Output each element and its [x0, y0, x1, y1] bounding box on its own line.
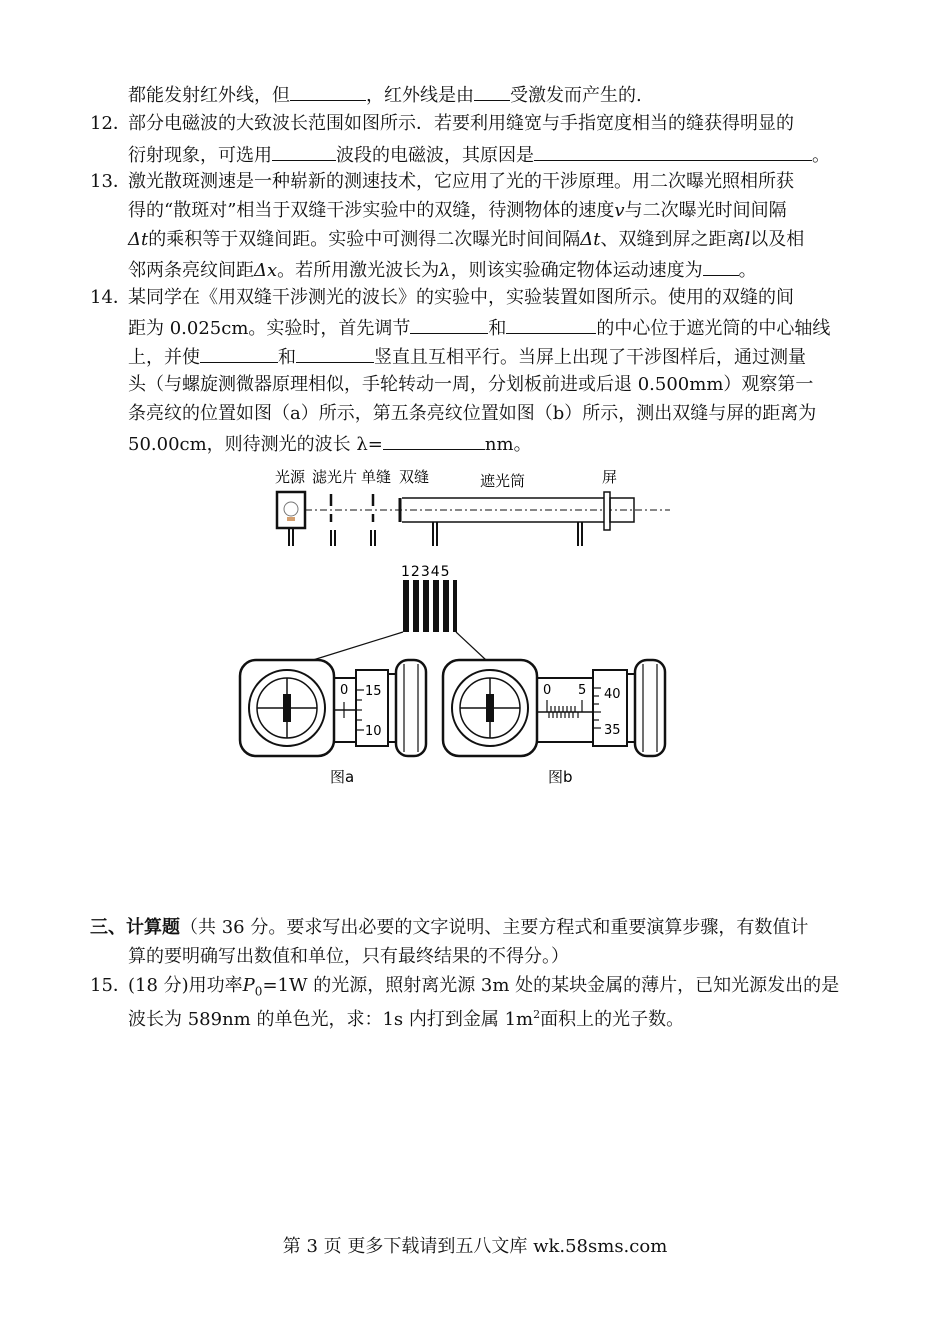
- label-filter: 滤光片: [312, 468, 358, 486]
- blank: [410, 317, 488, 334]
- text: 得的“散斑对”相当于双缝干涉实验中的双缝，待测物体的速度: [128, 200, 615, 221]
- blank: [474, 84, 510, 101]
- q15-line-2: [128, 1005, 684, 1030]
- label-light-source: 光源: [275, 468, 306, 486]
- text: 、双缝到屏之距离: [600, 229, 745, 250]
- blank: [296, 346, 374, 363]
- text: (18 分)用功率: [128, 975, 243, 996]
- single-slit-holder: [371, 494, 375, 546]
- var-l: l: [744, 229, 751, 250]
- q13-line-3: [128, 230, 804, 250]
- text: 距为 0.025cm。实验时，首先调节: [128, 318, 411, 339]
- text: 以及相: [750, 229, 805, 250]
- q14-line-2: [128, 317, 830, 339]
- blank: [703, 259, 739, 276]
- text: 面积上的光子数。: [540, 1009, 685, 1030]
- q15-line-1: [128, 976, 839, 1002]
- blank: [383, 433, 485, 450]
- text: 衍射现象，可选用: [128, 145, 272, 166]
- page-footer: 第 3 页 更多下载请到五八文库 wk.58sms.com: [282, 1236, 668, 1257]
- blank: [272, 144, 336, 161]
- var-lambda: λ: [439, 260, 451, 281]
- var-P: P: [242, 975, 255, 996]
- q12-line-1: 部分电磁波的大致波长范围如图所示．若要利用缝宽与手指宽度相当的缝获得明显的: [128, 113, 794, 134]
- label-double-slit: 双缝: [399, 468, 430, 486]
- fringe-pattern: [403, 580, 457, 632]
- q12-line-2: [128, 144, 830, 166]
- text: 与二次曝光时间间隔: [624, 200, 787, 221]
- subscript: 0: [254, 984, 263, 999]
- q14-line-1: 某同学在《用双缝干涉测光的波长》的实验中，实验装置如图所示。使用的双缝的间: [128, 287, 794, 308]
- blank: [200, 346, 278, 363]
- scale-a-15: 15: [365, 684, 382, 699]
- scale-b-40: 40: [604, 687, 621, 702]
- q14-line-3: [128, 346, 806, 368]
- filter-holder: [331, 494, 335, 546]
- var-dt: Δt: [128, 229, 149, 250]
- text-line-0: [128, 84, 642, 106]
- text: 。: [812, 145, 830, 166]
- q14-line-4: 头（与螺旋测微器原理相似，手轮转动一周，分划板前进或后退 0.500mm）观察第一: [128, 374, 814, 395]
- superscript: 2: [533, 1008, 541, 1021]
- text: 的中心位于遮光筒的中心轴线: [596, 318, 831, 339]
- text: 都能发射红外线，但: [128, 85, 290, 106]
- question-number-12: 12．: [90, 113, 131, 134]
- q13-line-4: [128, 259, 757, 281]
- lamp-icon: [277, 492, 305, 546]
- text: nm。: [484, 434, 532, 455]
- section-3-title: 三、计算题: [90, 917, 180, 938]
- text: 。: [738, 260, 757, 281]
- scale-a-10: 10: [365, 724, 382, 739]
- screen-holder: [604, 492, 634, 530]
- section-3-line-1: [90, 918, 808, 938]
- q14-line-5: 条亮纹的位置如图（a）所示，第五条亮纹位置如图（b）所示，测出双缝与屏的距离为: [128, 403, 817, 424]
- q13-line-1: 激光散斑测速是一种崭新的测速技术，它应用了光的干涉原理。用二次曝光照相所获: [128, 171, 794, 192]
- var-v: v: [614, 200, 625, 221]
- text: （共 36 分。要求写出必要的文字说明、主要方程式和重要演算步骤，有数值计: [180, 917, 809, 938]
- text: 受激发而产生的.: [510, 85, 642, 106]
- micrometer-b: [443, 660, 665, 756]
- label-single-slit: 单缝: [361, 468, 392, 486]
- label-tube: 遮光筒: [480, 472, 526, 490]
- text: 和: [488, 318, 507, 339]
- blank: [290, 84, 366, 101]
- caption-a: 图a: [330, 768, 355, 786]
- question-number-15: 15．: [90, 975, 131, 996]
- text: 的乘积等于双缝间距。实验中可测得二次曝光时间间隔: [148, 229, 581, 250]
- q14-line-6: [128, 433, 532, 455]
- shading-tube: [400, 498, 604, 546]
- section-3-line-2: 算的要明确写出数值和单位，只有最终结果的不得分。）: [128, 946, 569, 967]
- text: 竖直且互相平行。当屏上出现了干涉图样后，通过测量: [374, 347, 806, 368]
- experiment-figure: [0, 462, 950, 802]
- text: =1W 的光源，照射离光源 3m 处的某块金属的薄片，已知光源发出的是: [262, 975, 840, 996]
- text: 波长为 589nm 的单色光，求：1s 内打到金属 1m: [128, 1009, 534, 1030]
- text: 50.00cm，则待测光的波长 λ=: [128, 434, 383, 455]
- blank: [534, 144, 812, 161]
- micrometer-a: [240, 660, 426, 756]
- scale-b-35: 35: [604, 723, 621, 738]
- label-screen: 屏: [602, 468, 618, 486]
- text: ，则该实验确定物体运动速度为: [450, 260, 703, 281]
- question-number-13: 13．: [90, 171, 131, 192]
- caption-b: 图b: [548, 768, 573, 786]
- text: ，红外线是由: [366, 85, 474, 106]
- question-number-14: 14．: [90, 287, 131, 308]
- text: 上，并使: [128, 347, 200, 368]
- text: 和: [278, 347, 296, 368]
- text: 。若所用激光波长为: [277, 260, 440, 281]
- fringe-numbers: 12345: [401, 564, 451, 580]
- blank: [506, 317, 596, 334]
- text: 波段的电磁波，其原因是: [336, 145, 534, 166]
- var-dx: Δx: [254, 260, 278, 281]
- scale-a-main: 0: [340, 683, 349, 698]
- scale-b-5: 5: [578, 683, 587, 698]
- scale-b-0: 0: [543, 683, 552, 698]
- var-dt: Δt: [580, 229, 601, 250]
- text: 邻两条亮纹间距: [128, 260, 254, 281]
- q13-line-2: [128, 201, 787, 221]
